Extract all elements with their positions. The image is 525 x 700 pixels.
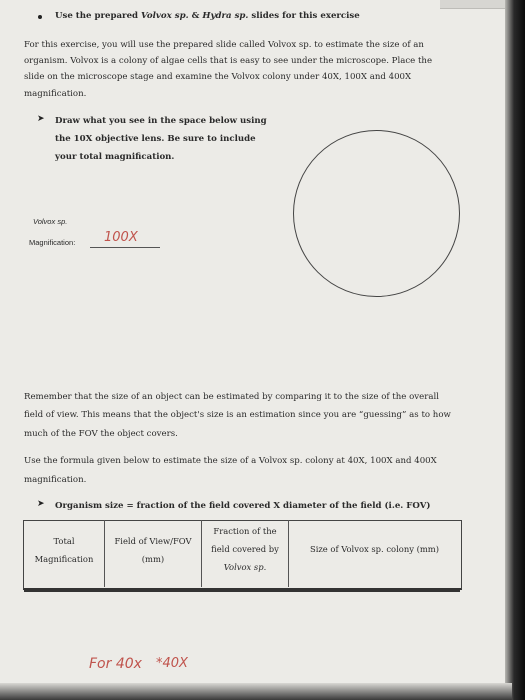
remember-line: field of view. This means that the object's size is an estimation since you are “guessing” as to how [24,410,451,420]
heading-part: & [188,11,203,21]
header-text: Fraction of the [213,526,277,536]
header-text: Magnification [34,554,94,564]
arrow-bullet-icon: ➤ [37,114,45,124]
draw-instruction: the 10X objective lens. Be sure to include [55,134,256,144]
intro-line: slide on the microscope stage and examine the Volvox colony under 40X, 100X and 400X [24,72,412,82]
header-text: Volvox sp. [223,562,267,572]
heading-part: Use the prepared [55,11,142,21]
table-bottom-rule [24,590,460,592]
intro-line: magnification. [24,89,87,99]
magnification-label: Magnification: [29,238,76,247]
intro-line: organism. Volvox is a colony of algae cells that is easy to see under the microscope. Place the [24,56,433,66]
intro-line: For this exercise, you will use the prepared slide called Volvox sp. to estimate the size of an [24,40,424,50]
arrow-bullet-icon: ➤ [37,499,45,509]
header-text: Total [53,536,75,546]
draw-instruction: Draw what you see in the space below using [55,116,267,126]
table-header-fraction [202,522,288,576]
formula-intro-line: magnification. [24,475,87,485]
handwritten-note: For 40x [89,656,142,672]
header-text: Field of View/FOV [114,536,192,546]
bullet-icon [38,15,42,19]
table-header-size: Size of Volvox sp. colony (mm) [309,544,440,554]
remember-line: Remember that the size of an object can be estimated by comparing it to the size of the overall [24,392,439,402]
header-text: (mm) [141,554,165,564]
handwritten-note: *40X [156,656,188,671]
page-edge-shadow [505,0,525,700]
specimen-label: Volvox sp. [33,217,68,226]
magnification-underline [90,247,160,248]
page-bottom-shadow [0,683,512,700]
drawing-field-circle [293,130,460,297]
table-header-total-magnification [24,532,104,568]
formula-intro-line: Use the formula given below to estimate the size of a Volvox sp. colony at 40X, 100X and 400X [24,456,437,466]
heading-part: slides for this exercise [248,11,360,21]
heading-part: Hydra sp. [202,11,249,21]
formula-text: Organism size = fraction of the field covered X diameter of the field (i.e. FOV) [55,501,431,511]
header-text: field covered by [211,544,279,554]
remember-line: much of the FOV the object covers. [24,429,178,439]
exercise-heading [55,10,360,23]
heading-part: Volvox sp. [141,11,189,21]
draw-instruction: your total magnification. [55,152,175,162]
table-header-fov [105,532,201,568]
handwritten-magnification: 100X [104,230,138,245]
